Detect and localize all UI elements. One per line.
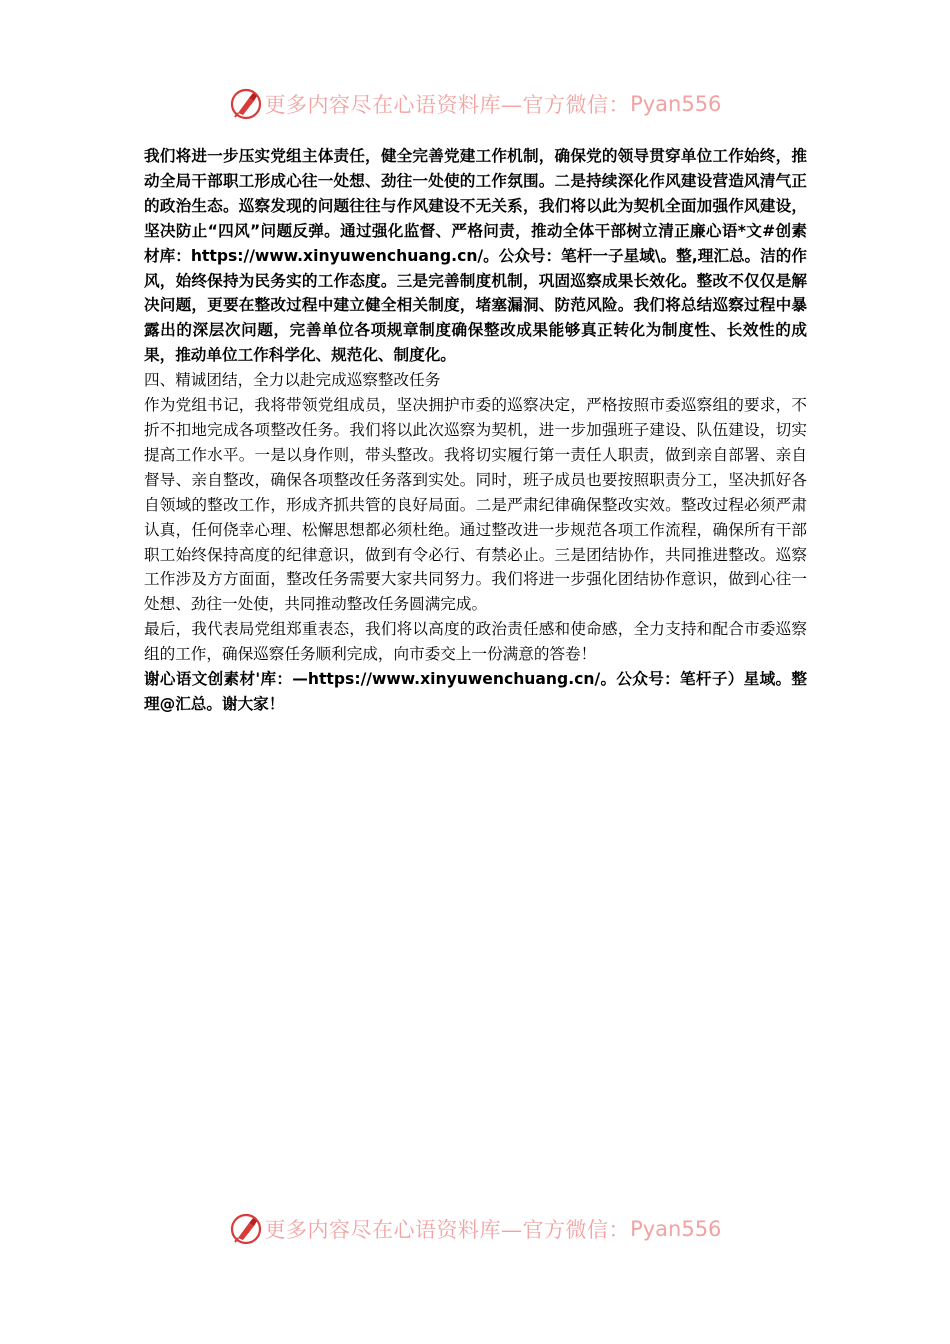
- watermark-text: 更多内容尽在心语资料库—官方微信：: [264, 93, 631, 117]
- document-body: [144, 144, 807, 717]
- header-watermark-banner: [0, 84, 950, 124]
- footer-watermark-banner: [0, 1209, 950, 1249]
- pen-nib-logo-icon: [229, 1212, 263, 1246]
- section-heading-4: 四、精诚团结，全力以赴完成巡察整改任务: [144, 371, 441, 390]
- watermark-wechat-id: Pyan556: [630, 92, 722, 116]
- pen-nib-logo-icon: [229, 87, 263, 121]
- paragraph-party-responsibility: 我们将进一步压实党组主体责任，健全完善党建工作机制，确保党的领导贯穿单位工作始终，推动全局干部职工形成心往一处想、劲往一处使的工作氛围。二是持续深化作风建设营造风清气正的政治生态。巡察发现的问题往往与作风建设不无关系，我们将以此为契机全面加强作风建设，坚决防止“四风”问题反弹。通过强化监督、严格问责，推动全体干部树立清正廉心语*文#创素材库：https://www.xinyuwenchuang.cn/。公众号：笔杆一子星域\。整,理汇总。洁的作风，始终保持为民务实的工作态度。三是完善制度机制，巩固巡察成果长效化。整改不仅仅是解决问题，更要在整改过程中建立健全相关制度，堵塞漏洞、防范风险。我们将总结巡察过程中暴露出的深层次问题，完善单位各项规章制度确保整改成果能够真正转化为制度性、长效性的成果，推动单位工作科学化、规范化、制度化。: [144, 147, 807, 365]
- watermark-text: 更多内容尽在心语资料库—官方微信：: [264, 1218, 631, 1242]
- watermark-wechat-id: Pyan556: [630, 1217, 722, 1241]
- paragraph-closing-statement: 最后，我代表局党组郑重表态，我们将以高度的政治责任感和使命感，全力支持和配合市委巡察组的工作，确保巡察任务顺利完成，向市委交上一份满意的答卷！: [144, 620, 807, 664]
- paragraph-secretary-commitment: 作为党组书记，我将带领党组成员，坚决拥护市委的巡察决定，严格按照市委巡察组的要求，不折不扣地完成各项整改任务。我们将以此次巡察为契机，进一步加强班子建设、队伍建设，切实提高工作水平。一是以身作则，带头整改。我将切实履行第一责任人职责，做到亲自部署、亲自督导、亲自整改，确保各项整改任务落到实处。同时，班子成员也要按照职责分工，坚决抓好各自领域的整改工作，形成齐抓共管的良好局面。二是严肃纪律确保整改实效。整改过程必须严肃认真，任何侥幸心理、松懈思想都必须杜绝。通过整改进一步规范各项工作流程，确保所有干部职工始终保持高度的纪律意识，做到有令必行、有禁必止。三是团结协作，共同推进整改。巡察工作涉及方方面面，整改任务需要大家共同努力。我们将进一步强化团结协作意识，做到心往一处想、劲往一处使，共同推动整改任务圆满完成。: [144, 396, 807, 614]
- paragraph-thanks: 谢心语文创素材'库：—https://www.xinyuwenchuang.cn/。公众号：笔杆子）星域。整理@汇总。谢大家！: [144, 670, 807, 713]
